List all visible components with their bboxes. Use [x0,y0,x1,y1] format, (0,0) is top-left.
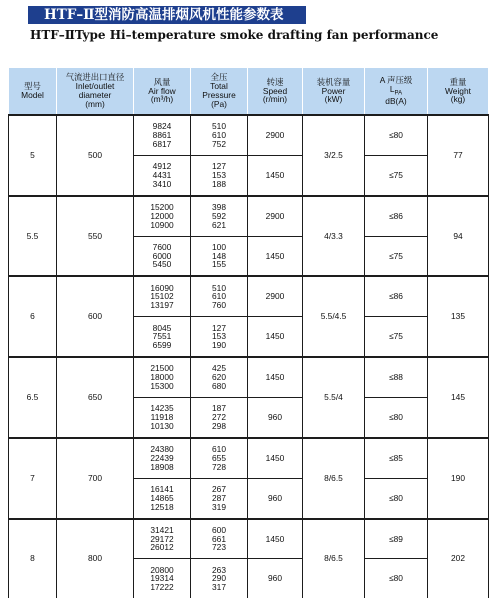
airflow-cell-value: 14235 [150,403,174,414]
table-row [9,276,489,316]
pressure-cell-value: 127 [212,161,226,172]
airflow-cell [134,478,191,518]
pressure-cell [191,317,248,357]
speed-cell: 960 [248,398,303,438]
power-cell: 8/6.5 [303,438,365,519]
power-cell: 3/2.5 [303,115,365,196]
pressure-cell-value: 317 [212,582,226,593]
airflow-cell-value: 31421 [150,524,174,535]
pressure-cell-value: 187 [212,403,226,414]
pressure-cell-value: 298 [212,420,226,431]
airflow-cell-value: 8861 [152,130,172,141]
airflow-cell-value: 12000 [150,210,174,221]
pressure-cell-value: 510 [212,282,226,293]
header-row [9,68,489,115]
title-chinese: HTF–Ⅱ型消防高温排烟风机性能参数表 [28,6,306,24]
airflow-cell-value: 15300 [150,380,174,391]
speed-cell: 1450 [248,438,303,478]
pressure-cell [191,196,248,236]
table-row [9,438,489,478]
pressure-cell-value: 188 [212,178,226,189]
airflow-cell [134,357,191,397]
pressure-cell-value: 760 [212,300,226,311]
noise-cell: ≤89 [365,519,428,559]
pressure-cell [191,519,248,559]
speed-cell: 1450 [248,357,303,397]
model-cell: 7 [9,438,57,519]
diameter-cell: 650 [57,357,134,438]
speed-cell: 2900 [248,276,303,316]
airflow-cell-value: 17222 [150,582,174,593]
speed-cell: 1450 [248,317,303,357]
airflow-cell-value: 24380 [150,444,174,455]
airflow-cell [134,519,191,559]
noise-cell: ≤85 [365,438,428,478]
header-noise: A 声压级 $L_{PA}$ dB(A) [365,68,428,115]
pressure-cell-value: 319 [212,501,226,512]
airflow-cell-value: 3410 [152,178,172,189]
pressure-cell-value: 100 [212,241,226,252]
noise-cell: ≤88 [365,357,428,397]
airflow-cell-value: 16090 [150,282,174,293]
speed-cell: 1450 [248,155,303,195]
diameter-cell: 500 [57,115,134,196]
pressure-cell [191,559,248,598]
airflow-cell-value: 4912 [152,161,172,172]
airflow-cell [134,276,191,316]
airflow-cell-value: 18908 [150,461,174,472]
table-body [9,115,489,598]
pressure-cell-value: 620 [212,372,226,383]
table-row [9,115,489,155]
weight-cell: 77 [428,115,489,196]
weight-cell: 202 [428,519,489,598]
power-cell: 4/3.3 [303,196,365,277]
pressure-cell-value: 190 [212,340,226,351]
airflow-cell [134,196,191,236]
pressure-cell-value: 592 [212,210,226,221]
airflow-cell-value: 20800 [150,564,174,575]
pressure-cell [191,398,248,438]
model-cell: 8 [9,519,57,598]
pressure-cell [191,357,248,397]
table-row [9,357,489,397]
pressure-cell-value: 290 [212,573,226,584]
pressure-cell-value: 610 [212,444,226,455]
power-cell: 5.5/4.5 [303,276,365,357]
airflow-cell [134,559,191,598]
noise-cell: ≤75 [365,317,428,357]
header-speed: 转速 Speed (r/min) [248,68,303,115]
pressure-cell-value: 655 [212,452,226,463]
model-cell: 5.5 [9,196,57,277]
airflow-cell [134,155,191,195]
airflow-cell-value: 10130 [150,420,174,431]
airflow-cell-value: 5450 [152,259,172,270]
power-cell: 5.5/4 [303,357,365,438]
airflow-cell-value: 15200 [150,201,174,212]
model-cell: 6.5 [9,357,57,438]
diameter-cell: 800 [57,519,134,598]
speed-cell: 960 [248,559,303,598]
noise-cell: ≤80 [365,115,428,155]
pressure-cell-value: 153 [212,331,226,342]
speed-cell: 2900 [248,196,303,236]
airflow-cell-value: 21500 [150,363,174,374]
airflow-cell-value: 16141 [150,483,174,494]
pressure-cell-value: 155 [212,259,226,270]
pressure-cell-value: 600 [212,524,226,535]
speed-cell: 2900 [248,115,303,155]
speed-cell: 960 [248,478,303,518]
noise-cell: ≤80 [365,559,428,598]
pressure-cell [191,276,248,316]
pressure-cell-value: 425 [212,363,226,374]
power-cell: 8/6.5 [303,519,365,598]
airflow-cell-value: 10900 [150,219,174,230]
pressure-cell-value: 610 [212,291,226,302]
airflow-cell [134,115,191,155]
airflow-cell-value: 7551 [152,331,172,342]
speed-cell: 1450 [248,519,303,559]
pressure-cell-value: 661 [212,533,226,544]
diameter-cell: 700 [57,438,134,519]
airflow-cell-value: 6599 [152,340,172,351]
airflow-cell-value: 15102 [150,291,174,302]
header-airflow: 风量 Air flow (m³/h) [134,68,191,115]
airflow-cell-value: 22439 [150,452,174,463]
airflow-cell-value: 29172 [150,533,174,544]
pressure-cell [191,236,248,276]
airflow-cell-value: 8045 [152,322,172,333]
performance-table [8,68,489,598]
model-cell: 6 [9,276,57,357]
header-weight: 重量 Weight (kg) [428,68,489,115]
airflow-cell-value: 6817 [152,138,172,149]
noise-cell: ≤80 [365,478,428,518]
header-diameter: 气流进出口直径 Inlet/outlet diameter (mm) [57,68,134,115]
airflow-cell-value: 26012 [150,542,174,553]
header [8,6,488,42]
pressure-cell-value: 148 [212,250,226,261]
airflow-cell [134,438,191,478]
pressure-cell-value: 153 [212,169,226,180]
pressure-cell-value: 287 [212,492,226,503]
noise-cell: ≤75 [365,155,428,195]
diameter-cell: 550 [57,196,134,277]
noise-cell: ≤80 [365,398,428,438]
pressure-cell-value: 263 [212,564,226,575]
airflow-cell-value: 7600 [152,241,172,252]
airflow-cell-value: 14865 [150,492,174,503]
pressure-cell-value: 510 [212,121,226,132]
speed-cell: 1450 [248,236,303,276]
airflow-cell-value: 13197 [150,300,174,311]
pressure-cell-value: 272 [212,412,226,423]
airflow-cell-value: 4431 [152,169,172,180]
airflow-cell [134,398,191,438]
header-power: 装机容量 Power (kW) [303,68,365,115]
title-english: HTF–ⅡType Hi–temperature smoke drafting fan performance [30,28,439,42]
weight-cell: 190 [428,438,489,519]
pressure-cell [191,155,248,195]
noise-cell: ≤75 [365,236,428,276]
noise-cell: ≤86 [365,276,428,316]
noise-cell: ≤86 [365,196,428,236]
airflow-cell-value: 11918 [150,412,174,423]
airflow-cell-value: 6000 [152,250,172,261]
model-cell: 5 [9,115,57,196]
pressure-cell-value: 398 [212,201,226,212]
pressure-cell [191,438,248,478]
pressure-cell-value: 752 [212,138,226,149]
pressure-cell-value: 127 [212,322,226,333]
header-pressure: 全压 Total Pressure (Pa) [191,68,248,115]
airflow-cell [134,317,191,357]
airflow-cell-value: 9824 [152,121,172,132]
header-model: 型号 Model [9,68,57,115]
airflow-cell-value: 12518 [150,501,174,512]
weight-cell: 135 [428,276,489,357]
airflow-cell [134,236,191,276]
pressure-cell-value: 267 [212,483,226,494]
pressure-cell-value: 728 [212,461,226,472]
table-row [9,519,489,559]
weight-cell: 145 [428,357,489,438]
pressure-cell [191,478,248,518]
pressure-cell [191,115,248,155]
diameter-cell: 600 [57,276,134,357]
weight-cell: 94 [428,196,489,277]
table-row [9,196,489,236]
pressure-cell-value: 610 [212,130,226,141]
airflow-cell-value: 18000 [150,372,174,383]
pressure-cell-value: 680 [212,380,226,391]
airflow-cell-value: 19314 [150,573,174,584]
pressure-cell-value: 723 [212,542,226,553]
pressure-cell-value: 621 [212,219,226,230]
